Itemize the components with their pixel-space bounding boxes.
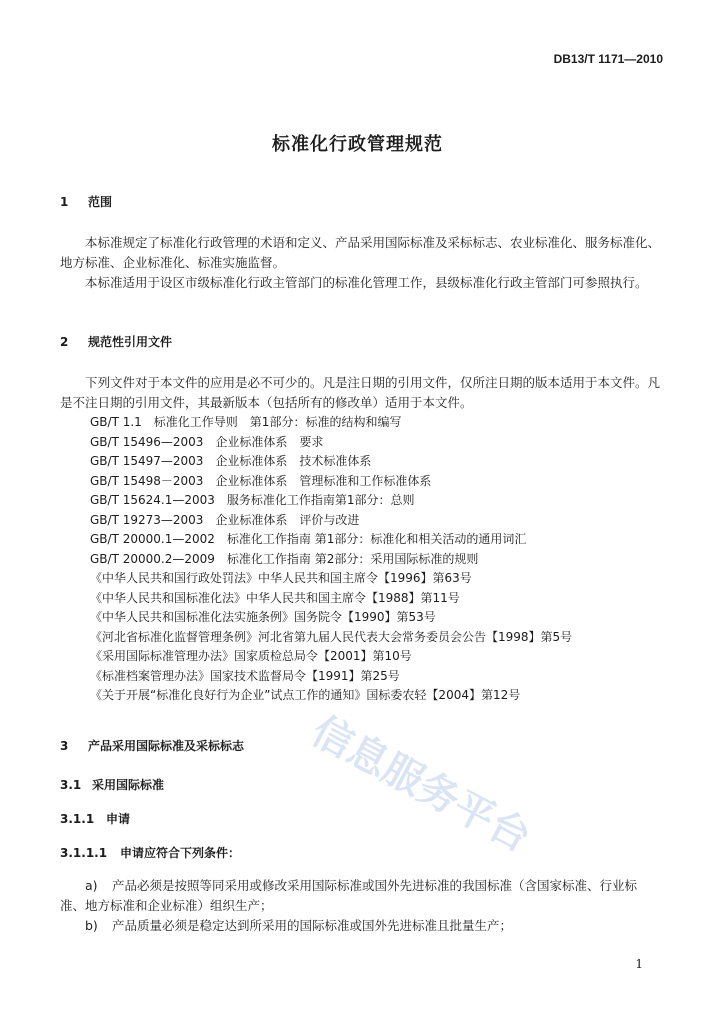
- reference-item: GB/T 20000.2—2009 标准化工作指南 第2部分：采用国际标准的规则: [90, 551, 479, 566]
- reference-item: GB/T 19273—2003 企业标准体系 评价与改进: [90, 512, 360, 527]
- section-number: 1: [60, 195, 69, 209]
- reference-item: GB/T 15498－2003 企业标准体系 管理标准和工作标准体系: [90, 473, 432, 488]
- item-text: 产品必须是按照等同采用或修改采用国际标准或国外先进标准的我国标准（含国家标准、行业标准、地方标准和企业标准）组织生产；: [60, 878, 638, 913]
- item-label: a): [85, 878, 98, 893]
- references-intro: 下列文件对于本文件的应用是必不可少的。凡是注日期的引用文件，仅所注日期的版本适用于本文件。凡是不注日期的引用文件，其最新版本（包括所有的修改单）适用于本文件。: [60, 375, 661, 410]
- reference-item: GB/T 15496—2003 企业标准体系 要求: [90, 434, 324, 449]
- reference-item: GB/T 20000.1—2002 标准化工作指南 第1部分：标准化和相关活动的通用词汇: [90, 532, 527, 546]
- reference-item: 《采用国际标准管理办法》国家质检总局令【2001】第10号: [90, 649, 412, 663]
- reference-item: 《河北省标准化监督管理条例》河北省第九届人民代表大会常务委员会公告【1998】第5号: [90, 629, 573, 644]
- section-number: 3: [60, 739, 69, 753]
- subsection-3-1-1-1-heading: [60, 844, 240, 861]
- reference-list: [90, 413, 572, 706]
- reference-item: 《标准档案管理办法》国家技术监督局令【1991】第25号: [90, 668, 400, 683]
- section-number: 3.1.1.1: [60, 846, 108, 860]
- page-number: 1: [635, 957, 643, 971]
- standard-code: DB13/T 1171—2010: [553, 52, 663, 66]
- section-title: 申请: [106, 812, 131, 826]
- scope-paragraph-2: 本标准适用于设区市级标准化行政主管部门的标准化管理工作，县级标准化行政主管部门可参照执行。: [85, 275, 648, 290]
- list-item: [60, 916, 660, 936]
- scope-paragraph-1: 本标准规定了标准化行政管理的术语和定义、产品采用国际标准及采标标志、农业标准化、服务标准化、地方标准、企业标准化、标准实施监督。: [60, 235, 661, 270]
- document-title: 标准化行政管理规范: [272, 134, 443, 155]
- section-1-heading: [60, 193, 112, 210]
- section-number: 3.1: [60, 778, 82, 792]
- section-title: 申请应符合下列条件：: [120, 846, 241, 860]
- section-number: 3.1.1: [60, 812, 95, 826]
- reference-item: GB/T 1.1 标准化工作导则 第1部分：标准的结构和编写: [90, 415, 402, 429]
- reference-item: GB/T 15624.1—2003 服务标准化工作指南第1部分：总则: [90, 493, 415, 507]
- item-label: b): [85, 918, 98, 933]
- section-title: 规范性引用文件: [88, 335, 173, 349]
- reference-item: 《中华人民共和国标准化法》中华人民共和国主席令【1988】第11号: [90, 590, 460, 605]
- subsection-3-1-heading: [60, 776, 164, 793]
- reference-item: GB/T 15497—2003 企业标准体系 技术标准体系: [90, 454, 372, 468]
- reference-item: 《中华人民共和国标准化法实施条例》国务院令【1990】第53号: [90, 610, 436, 624]
- section-title: 产品采用国际标准及采标标志: [88, 739, 245, 753]
- item-text: 产品质量必须是稳定达到所采用的国际标准或国外先进标准且批量生产；: [112, 918, 513, 933]
- section-3-heading: [60, 737, 244, 754]
- list-item: [60, 876, 660, 916]
- reference-item: 《关于开展“标准化良好行为企业”试点工作的通知》国标委农轻【2004】第12号: [90, 688, 521, 702]
- section-title: 采用国际标准: [92, 778, 165, 792]
- section-2-heading: [60, 333, 172, 350]
- section-number: 2: [60, 335, 69, 349]
- reference-item: 《中华人民共和国行政处罚法》中华人民共和国主席令【1996】第63号: [90, 571, 472, 585]
- watermark-text: 信息服务平台: [304, 707, 538, 862]
- section-title: 范围: [88, 195, 113, 209]
- subsection-3-1-1-heading: [60, 810, 130, 827]
